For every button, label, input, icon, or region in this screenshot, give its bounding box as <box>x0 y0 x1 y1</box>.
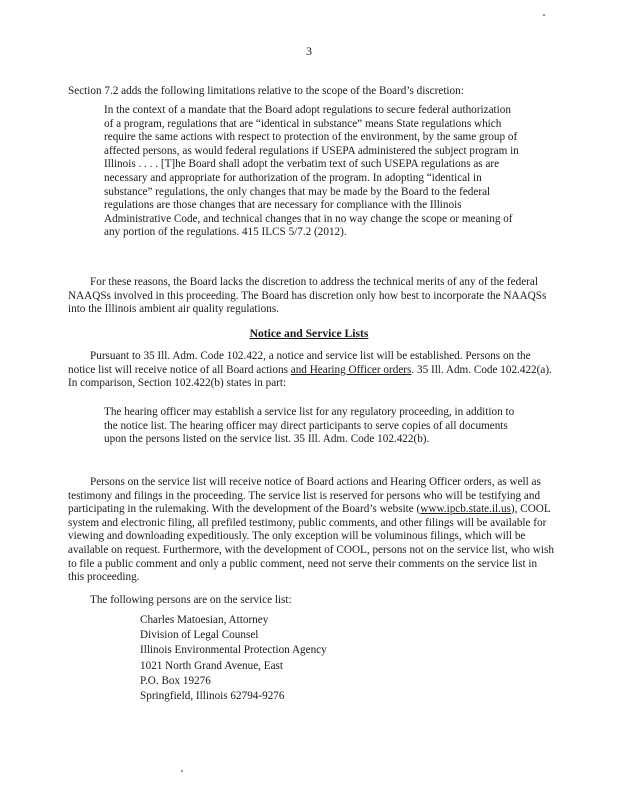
scan-speck <box>543 14 545 16</box>
notice-text-a: Pursuant to 35 Ill. Adm. Code 102.422, a notice and service list will be established. Persons on the notice list will receive notice of all Board actions <box>68 350 531 376</box>
address-line: P.O. Box 19276 <box>140 674 211 687</box>
page-number: 3 <box>306 44 312 58</box>
address-line: 1021 North Grand Avenue, East <box>140 659 284 672</box>
section-heading: Notice and Service Lists <box>249 327 369 340</box>
address-line: Division of Legal Counsel <box>140 629 259 642</box>
address-line: Springfield, Illinois 62794-9276 <box>140 690 285 703</box>
hearing-officer-orders-underlined: and Hearing Officer orders <box>290 363 412 376</box>
address-line: Charles Matoesian, Attorney <box>140 614 269 626</box>
block-quote-service-list: The hearing officer may establish a service list for any regulatory proceeding, in addition to the notice list. The hearing officer may direct participants to serve copies of all documents upon the persons listed on the service list. 35 Ill. Adm. Code 102.422(b). <box>104 406 515 446</box>
paragraph-service-list <box>68 476 556 585</box>
paragraph-section-7-2: Section 7.2 adds the following limitations relative to the scope of the Board’s discretion: <box>68 85 464 97</box>
paragraph-board-discretion: For these reasons, the Board lacks the discretion to address the technical merits of any of the federal NAAQSs involved in this proceeding. The Board has discretion only how best to incorporate the NAAQSs into the Illinois ambient air quality regulations. <box>68 276 547 316</box>
paragraph-notice-list <box>68 350 556 391</box>
address-line: Illinois Environmental Protection Agency <box>140 644 327 657</box>
paragraph-service-list-intro: The following persons are on the service list: <box>90 594 292 606</box>
notice-text-c: . 35 Ill. Adm. Code 102.422(a). In comparison, Section 102.422(b) states in part: <box>68 363 552 390</box>
scan-speck <box>181 770 183 772</box>
service-address-block <box>140 613 327 704</box>
board-website-link[interactable]: www.ipcb.state.il.us <box>420 503 511 516</box>
service-text-a: Persons on the service list will receive notice of Board actions and Hearing Officer orders, as well as testimony and filings in the proceeding. The service list is reserved for persons who will be testifying and participating in the rulemaking. With the development of the Board’s website ( <box>68 476 541 516</box>
service-text-c: ), COOL system and electronic filing, all prefiled testimony, public comments, and other filings will be available for viewing and downloading expeditiously. The only exception will be voluminous filings, which will be available on request. Furthermore, with the development of COOL, persons not on the service list, who wish to file a public comment and only a public comment, need not serve their comments on the service list in this proceeding. <box>68 503 554 584</box>
block-quote-identical-in-substance: In the context of a mandate that the Board adopt regulations to secure federal authorization of a program, regulations that are “identical in substance” means State regulations which require the same actions with respect to protection of the environment, by the same group of affected persons, as would federal regulations if USEPA administered the subject program in Illinois . . . . [T]he Board shall adopt the verbatim text of such USEPA regulations as are necessary and appropriate for authorization of the program. In adopting “identical in substance” regulations, the only changes that may be made by the Board to the federal regulations are those changes that are necessary for compliance with the Illinois Administrative Code, and technical changes that in no way change the scope or meaning of any portion of the regulations. 415 ILCS 5/7.2 (2012). <box>104 104 519 239</box>
